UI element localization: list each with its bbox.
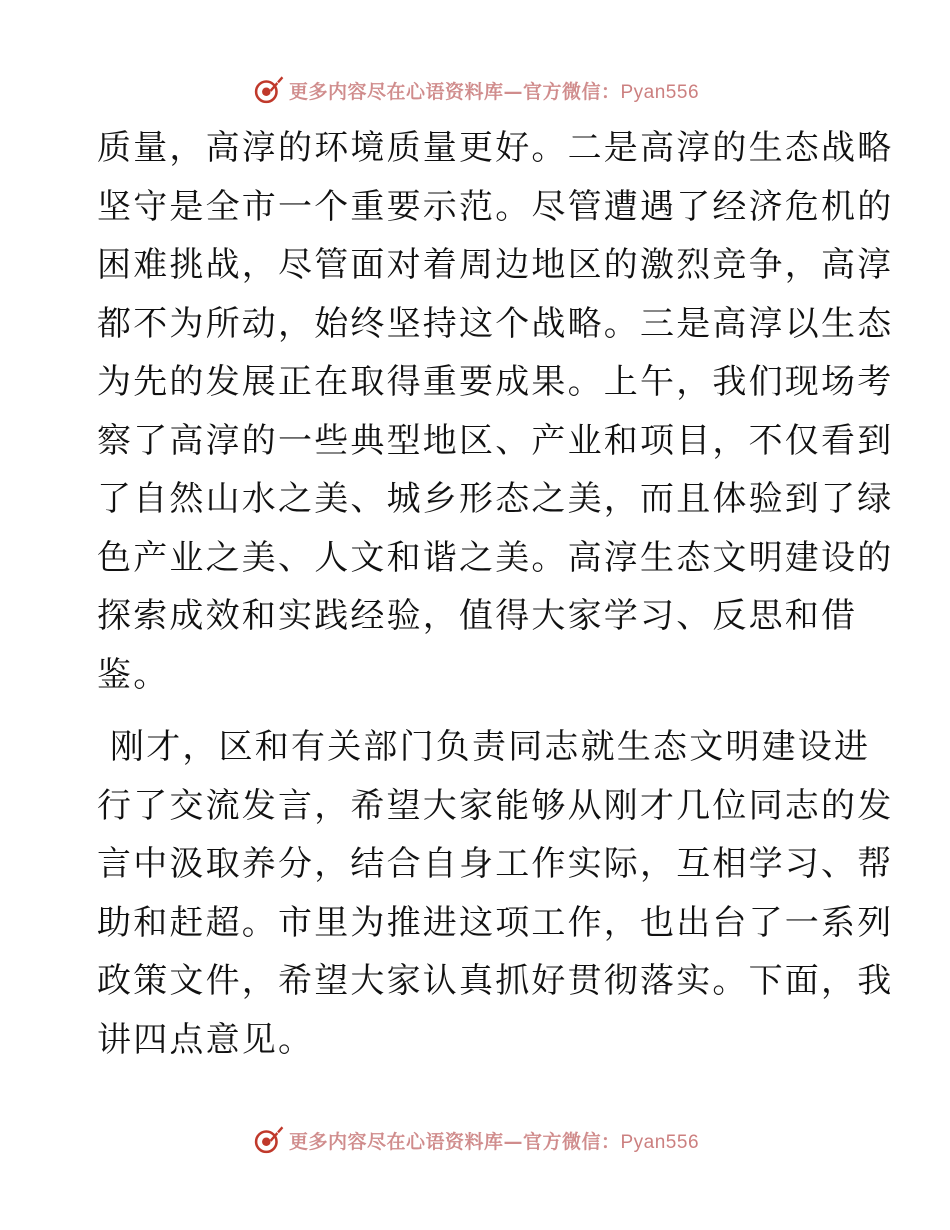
banner-wechat-id: Pyan556 xyxy=(620,1131,700,1153)
text-line: 讲四点意见。 xyxy=(97,1019,315,1060)
text-line: 鉴。 xyxy=(97,654,170,695)
text-line: 为先的发展正在取得重要成果。上午，我们现场考 xyxy=(97,362,894,402)
text-line: 行了交流发言，希望大家能够从刚才几位同志的发 xyxy=(97,785,894,826)
footer-banner xyxy=(0,1120,950,1160)
paragraph-2 xyxy=(97,718,894,1069)
text-line: 困难挑战，尽管面对着周边地区的激烈竞争，高淳 xyxy=(97,245,894,285)
text-line: 言中汲取养分，结合自身工作实际，互相学习、帮 xyxy=(97,844,894,884)
text-line: 都不为所动，始终坚持这个战略。三是高淳以生态 xyxy=(97,303,894,344)
text-line: 质量，高淳的环境质量更好。二是高淳的生态战略 xyxy=(97,128,894,168)
banner-text xyxy=(289,77,699,104)
text-line: 助和赶超。市里为推进这项工作，也出台了一系列 xyxy=(97,902,894,943)
banner-title: 更多内容尽在心语资料库—官方微信： xyxy=(288,80,621,103)
banner-wechat-id: Pyan556 xyxy=(620,81,700,103)
text-line: 察了高淳的一些典型地区、产业和项目，不仅看到 xyxy=(97,420,894,461)
text-line: 刚才，区和有关部门负责同志就生态文明建设进 xyxy=(97,727,871,767)
text-line: 坚守是全市一个重要示范。尽管遭遇了经济危机的 xyxy=(97,186,894,227)
document-body xyxy=(97,119,894,1069)
banner-title: 更多内容尽在心语资料库—官方微信： xyxy=(288,1130,621,1153)
paragraph-1 xyxy=(97,119,894,704)
header-banner xyxy=(0,70,950,110)
text-line: 政策文件，希望大家认真抓好贯彻落实。下面，我 xyxy=(97,961,894,1001)
banner-text xyxy=(289,1127,699,1154)
text-line: 了自然山水之美、城乡形态之美，而且体验到了绿 xyxy=(97,479,894,519)
text-line: 探索成效和实践经验，值得大家学习、反思和借 xyxy=(97,596,858,636)
quill-circle-logo-icon xyxy=(251,1123,285,1157)
text-line: 色产业之美、人文和谐之美。高淳生态文明建设的 xyxy=(97,537,894,578)
quill-circle-logo-icon xyxy=(251,73,285,107)
